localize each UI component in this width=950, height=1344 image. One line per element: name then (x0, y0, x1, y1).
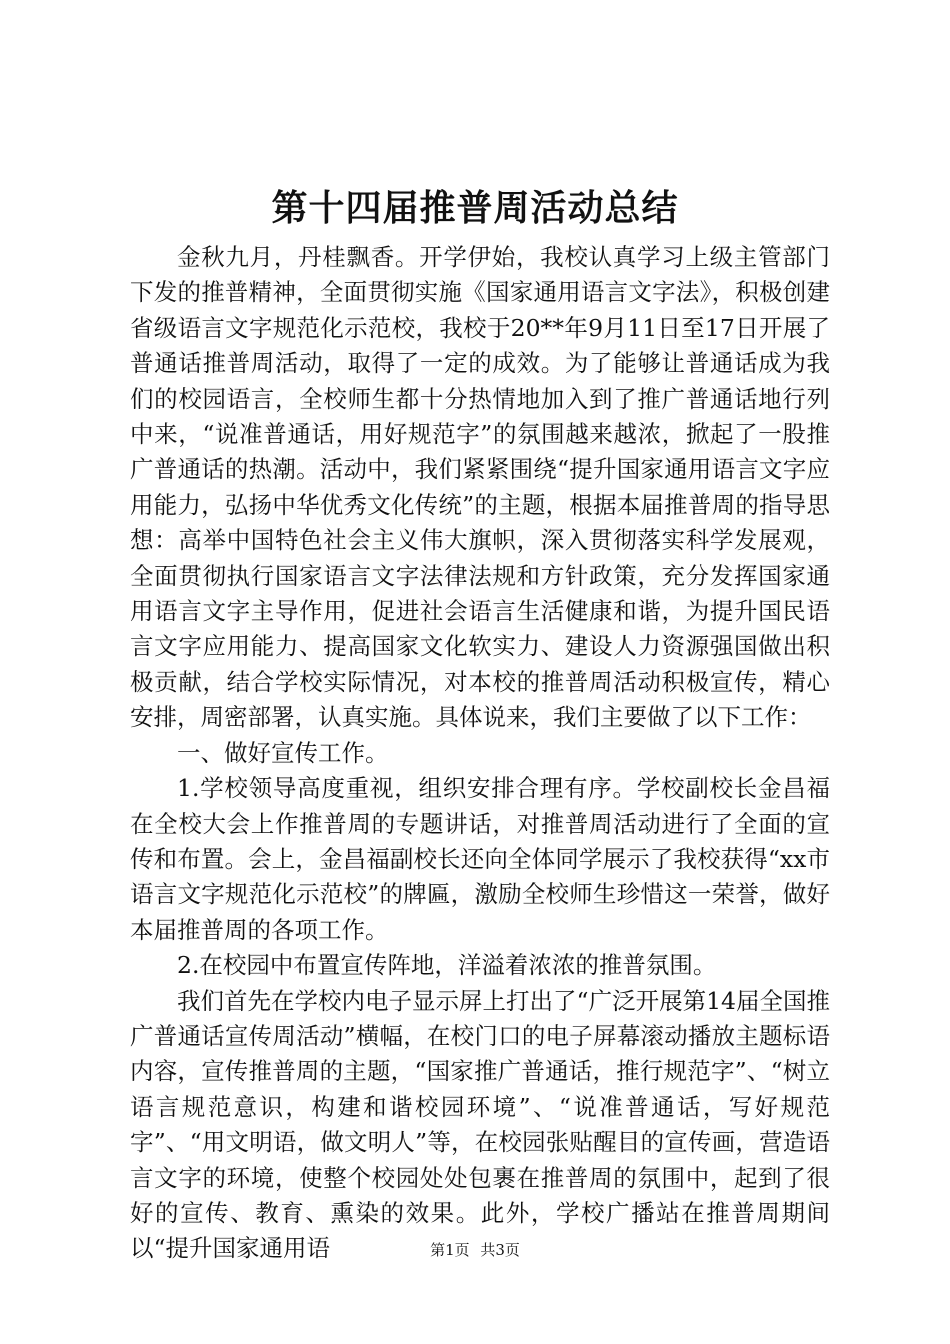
body-paragraph: 2.在校园中布置宣传阵地，洋溢着浓浓的推普氛围。 (177, 951, 717, 980)
document-body (130, 240, 830, 1267)
section-heading: 一、做好宣传工作。 (177, 738, 389, 767)
page-footer (0, 1238, 950, 1262)
body-paragraph: 1.学校领导高度重视，组织安排合理有序。学校副校长金昌福在全校大会上作推普周的专题讲话，对推普周活动进行了全面的宣传和布置。会上，金昌福副校长还向全体同学展示了我校获得“xx市语言文字规范化示范校”的牌匾，激励全校师生珍惜这一荣誉，做好本届推普周的各项工作。 (130, 774, 830, 944)
page-number: 第1页 (430, 1241, 470, 1259)
page-total: 共3页 (480, 1241, 520, 1259)
document-title: 第十四届推普周活动总结 (271, 187, 679, 229)
body-paragraph: 金秋九月，丹桂飘香。开学伊始，我校认真学习上级主管部门下发的推普精神，全面贯彻实施《国家通用语言文字法》，积极创建省级语言文字规范化示范校，我校于20**年9月11日至17日开展了普通话推普周活动，取得了一定的成效。为了能够让普通话成为我们的校园语言，全校师生都十分热情地加入到了推广普通话地行列中来，“说准普通话，用好规范字”的氛围越来越浓，掀起了一股推广普通话的热潮。活动中，我们紧紧围绕“提升国家通用语言文字应用能力，弘扬中华优秀文化传统”的主题，根据本届推普周的指导思想：高举中国特色社会主义伟大旗帜，深入贯彻落实科学发展观，全面贯彻执行国家语言文字法律法规和方针政策，充分发挥国家通用语言文字主导作用，促进社会语言生活健康和谐，为提升国民语言文字应用能力、提高国家文化软实力、建设人力资源强国做出积极贡献，结合学校实际情况，对本校的推普周活动积极宣传，精心安排，周密部署，认真实施。具体说来，我们主要做了以下工作： (130, 243, 830, 732)
body-paragraph: 我们首先在学校内电子显示屏上打出了“广泛开展第14届全国推广普通话宣传周活动”横幅，在校门口的电子屏幕滚动播放主题标语内容，宣传推普周的主题，“国家推广普通话，推行规范字”、“树立语言规范意识，构建和谐校园环境”、“说准普通话，写好规范字”、“用文明语，做文明人”等，在校园张贴醒目的宣传画，营造语言文字的环境，使整个校园处处包裹在推普周的氛围中，起到了很好的宣传、教育、熏染的效果。此外，学校广播站在推普周期间以“提升国家通用语 (130, 986, 830, 1263)
